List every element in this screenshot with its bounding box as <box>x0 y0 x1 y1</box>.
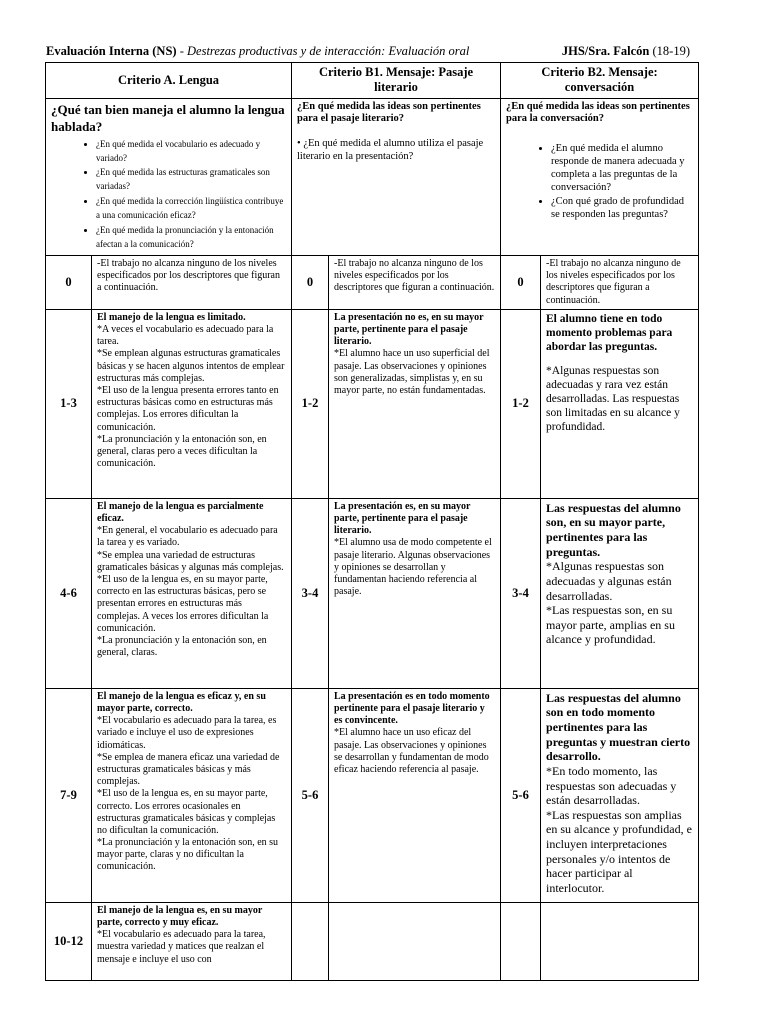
descriptor-a <box>92 902 292 980</box>
header-dash: - <box>176 44 187 58</box>
descriptor-text: *El alumno hace un uso superficial del pasaje. Las observaciones y opiniones son generalizadas, simplistas y, en su mayor parte, no están fundamentadas. <box>334 348 490 396</box>
score-a: 7-9 <box>46 688 92 902</box>
course-name: Evaluación Interna (NS) <box>46 44 177 58</box>
descriptor-title: El manejo de la lengua es, en su mayor parte, correcto y muy eficaz. <box>97 904 263 929</box>
descriptor-b1 <box>329 498 501 688</box>
question-b2-bullets <box>506 142 693 221</box>
descriptor-text: *En general, el vocabulario es adecuado para la tarea y es variado. *Se emplea una variedad de estructuras gramaticales básicas y algunas más complejas. *El uso de la lengua es, en su mayor parte, correcto en las estructuras básicas, pero se presentan errores en estructuras más complejas. A veces los errores dificultan la comunicación. *La pronunciación y la entonación son, en general, claras. <box>97 525 284 659</box>
descriptor-b2 <box>541 688 699 902</box>
descriptor-title: La presentación es en todo momento pertinente para el pasaje literario y es convincente. <box>334 690 490 727</box>
list-item: • ¿En qué medida el alumno responde de manera adecuada y completa a las preguntas de la conversación? <box>551 142 693 195</box>
descriptor-text: *Algunas respuestas son adecuadas y algunas están desarrolladas. *Las respuestas son, en su mayor parte, amplias en su alcance y profundidad. <box>546 559 675 647</box>
score-b1 <box>292 902 329 980</box>
teacher-name: JHS/Sra. Falcón <box>561 44 650 58</box>
descriptor-b2 <box>541 309 699 498</box>
descriptor-text: *El alumno usa de modo competente el pasaje literario. Algunas observaciones y opiniones se desarrollan y fundamentan haciendo referencia al pasaje. <box>334 537 492 598</box>
score-b2: 3-4 <box>501 498 541 688</box>
list-item: • ¿En qué medida la pronunciación y la entonación afectan a la comunicación? <box>96 224 286 252</box>
descriptor-b2 <box>541 902 699 980</box>
descriptor-b1 <box>329 902 501 980</box>
descriptor-text: -El trabajo no alcanza ninguno de los niveles especificados por los descriptores que figuran a continuación. <box>334 258 495 294</box>
score-a: 0 <box>46 256 92 310</box>
score-b2: 0 <box>501 256 541 310</box>
descriptor-title: El manejo de la lengua es eficaz y, en su mayor parte, correcto. <box>97 690 266 715</box>
question-row <box>46 98 699 256</box>
question-a: ¿Qué tan bien maneja el alumno la lengua hablada? <box>51 101 285 135</box>
question-a-bullets <box>51 138 286 253</box>
column-header-b1: Criterio B1. Mensaje: Pasaje literario <box>292 63 501 99</box>
descriptor-text: -El trabajo no alcanza ninguno de los niveles especificados por los descriptores que figuran a continuación. <box>546 258 681 306</box>
score-b2 <box>501 902 541 980</box>
column-header-row <box>46 63 699 99</box>
score-b1: 5-6 <box>292 688 329 902</box>
descriptor-title: El alumno tiene en todo momento problemas para abordar las preguntas. <box>546 312 673 353</box>
score-a: 4-6 <box>46 498 92 688</box>
table-row <box>46 498 699 688</box>
descriptor-text: *A veces el vocabulario es adecuado para la tarea. *Se emplean algunas estructuras gramaticales básicas y se hacen algunos intentos de emplear estructuras más complejas. *El uso de la lengua presenta errores tanto en estructuras básicas como en estructuras más complejas. Los errores dificultan la comunicación. *La pronunciación y la entonación son, en general, claras pero a veces dificultan la comunicación. <box>97 324 285 470</box>
descriptor-text: -El trabajo no alcanza ninguno de los niveles especificados por los descriptores que figuran a continuación. <box>97 258 280 294</box>
question-cell-b2 <box>501 98 699 256</box>
descriptor-b2 <box>541 256 699 310</box>
descriptor-a <box>92 256 292 310</box>
score-b2: 5-6 <box>501 688 541 902</box>
descriptor-text: *En todo momento, las respuestas son adecuadas y están desarrolladas. *Las respuestas son amplias en su alcance y profundidad, e incluyen interpretaciones personales y/o intentos de hacer participar al interlocutor. <box>546 763 692 895</box>
question-b1-note: • ¿En qué medida el alumno utiliza el pasaje literario en la presentación? <box>297 138 484 162</box>
list-item: • ¿Con qué grado de profundidad se responden las preguntas? <box>551 195 693 221</box>
descriptor-b1 <box>329 688 501 902</box>
list-item: • ¿En qué medida la corrección lingüística contribuye a una comunicación eficaz? <box>96 195 286 223</box>
descriptor-a <box>92 688 292 902</box>
score-b1: 3-4 <box>292 498 329 688</box>
descriptor-title: La presentación es, en su mayor parte, pertinente para el pasaje literario. <box>334 500 471 537</box>
list-item: • ¿En qué medida las estructuras gramaticales son variadas? <box>96 166 286 194</box>
column-header-a: Criterio A. Lengua <box>46 63 292 99</box>
descriptor-a <box>92 309 292 498</box>
question-cell-b1 <box>292 98 501 256</box>
descriptor-a <box>92 498 292 688</box>
school-year: (18-19) <box>649 44 690 58</box>
descriptor-title: La presentación no es, en su mayor parte, pertinente para el pasaje literario. <box>334 311 484 348</box>
descriptor-text: *El vocabulario es adecuado para la tarea, es variado e incluye el uso de expresiones idiomáticas. *Se emplea de manera eficaz una variedad de estructuras gramaticales básicas y más complejas. *El uso de la lengua es, en su mayor parte, correcto. Los errores ocasionales en estructuras gramaticales básicas y complejas no dificultan la comunicación. *La pronunciación y la entonación son, en su mayor parte, claras y no dificultan la comunicación. <box>97 715 280 873</box>
descriptor-title: El manejo de la lengua es parcialmente eficaz. <box>97 500 264 525</box>
table-row <box>46 688 699 902</box>
descriptor-text: *El vocabulario es adecuado para la tarea, muestra variedad y matices que realzan el mensaje e incluye el uso con <box>97 929 266 965</box>
question-b1: ¿En qué medida las ideas son pertinentes para el pasaje literario? <box>297 100 481 125</box>
descriptor-title: Las respuestas del alumno son en todo momento pertinentes para las preguntas y muestran cierto desarrollo. <box>546 690 691 764</box>
assessment-subtitle: Destrezas productivas y de interacción: Evaluación oral <box>187 44 470 58</box>
table-row <box>46 309 699 498</box>
score-b1: 0 <box>292 256 329 310</box>
descriptor-title: Las respuestas del alumno son, en su mayor parte, pertinentes para las preguntas. <box>546 500 681 559</box>
question-b2: ¿En qué medida las ideas son pertinentes para la conversación? <box>506 100 690 125</box>
descriptor-title: El manejo de la lengua es limitado. <box>97 311 246 323</box>
descriptor-b1 <box>329 256 501 310</box>
descriptor-text: *El alumno hace un uso eficaz del pasaje. Las observaciones y opiniones se desarrollan y fundamentan de modo eficaz haciendo referencia al pasaje. <box>334 727 489 775</box>
question-cell-a <box>46 98 292 256</box>
document-header <box>46 44 690 62</box>
score-b2: 1-2 <box>501 309 541 498</box>
score-b1: 1-2 <box>292 309 329 498</box>
descriptor-b2 <box>541 498 699 688</box>
list-item: • ¿En qué medida el vocabulario es adecuado y variado? <box>96 138 286 166</box>
column-header-b2: Criterio B2. Mensaje: conversación <box>501 63 699 99</box>
header-title <box>46 44 469 59</box>
score-a: 1-3 <box>46 309 92 498</box>
descriptor-b1 <box>329 309 501 498</box>
rubric-table <box>45 62 699 981</box>
table-row <box>46 902 699 980</box>
score-a: 10-12 <box>46 902 92 980</box>
header-teacher <box>562 44 690 59</box>
table-row <box>46 256 699 310</box>
descriptor-text: *Algunas respuestas son adecuadas y rara vez están desarrolladas. Las respuestas son limitadas en su alcance y profundidad. <box>546 364 680 433</box>
